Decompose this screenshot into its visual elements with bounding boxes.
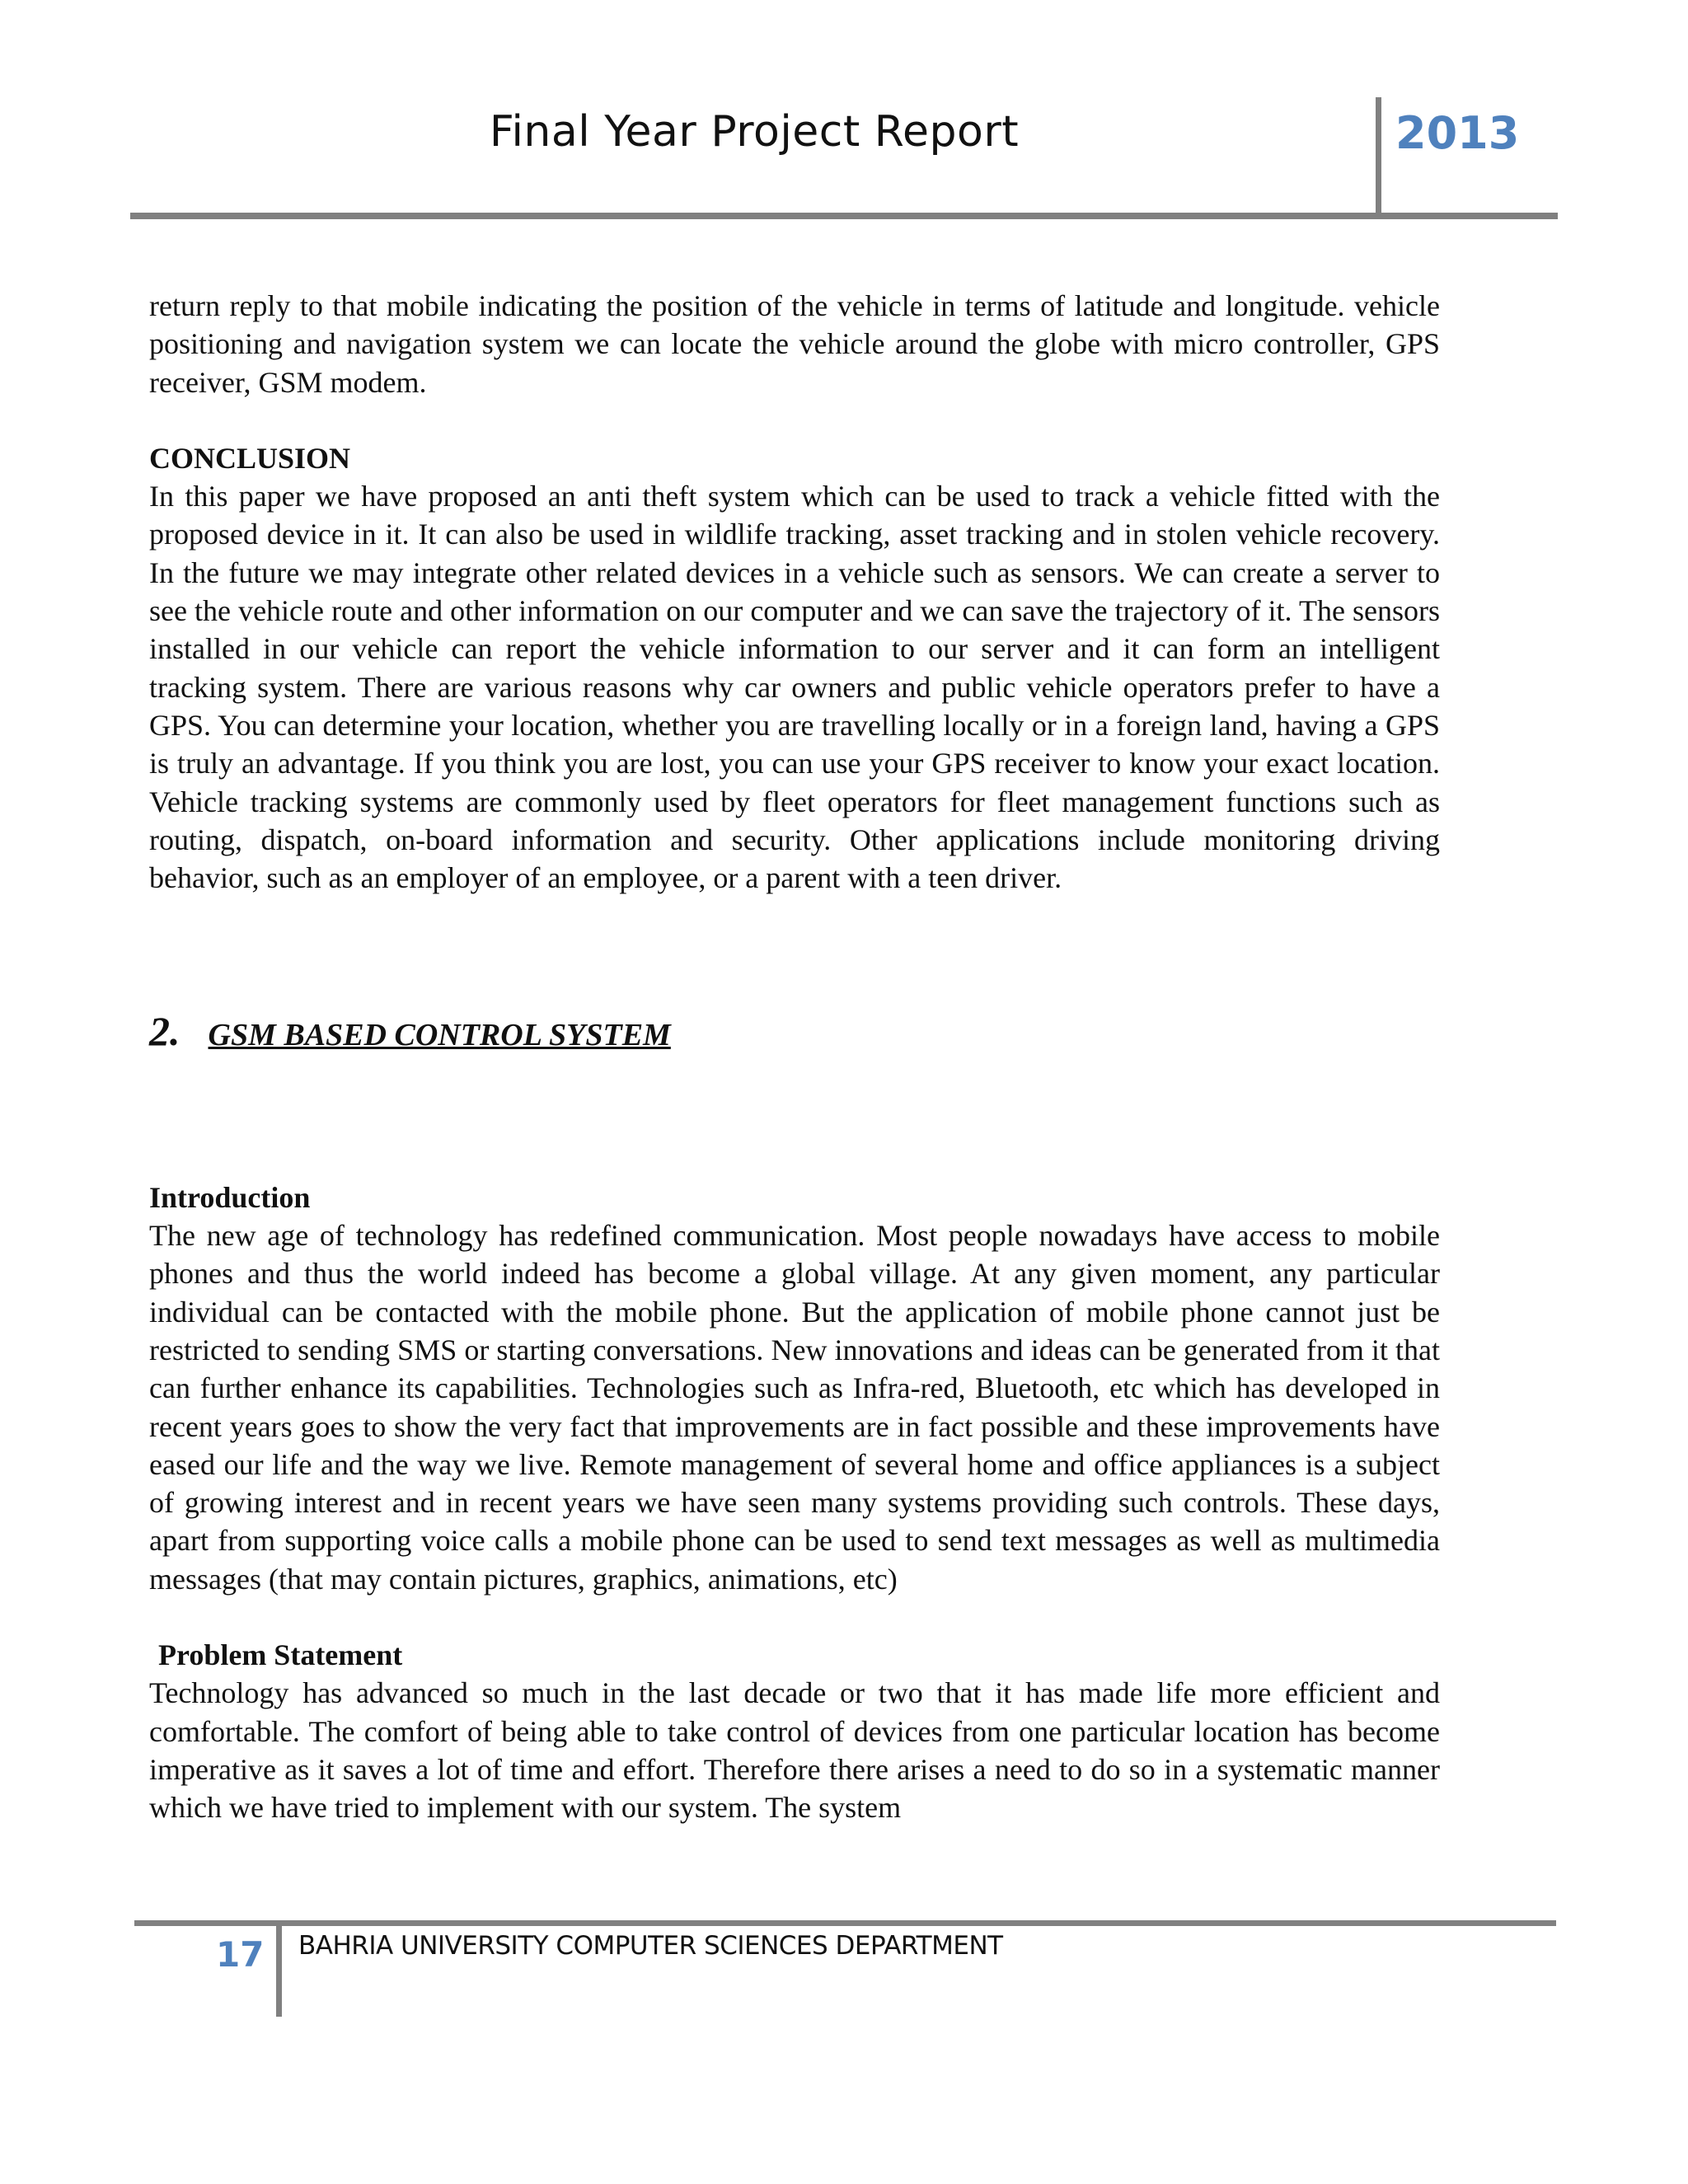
footer-vertical-divider	[276, 1920, 282, 2017]
report-year: 2013	[1395, 107, 1520, 159]
report-title: Final Year Project Report	[489, 107, 1020, 157]
spacer	[149, 1055, 1440, 1179]
introduction-paragraph: The new age of technology has redefined communication. Most people nowadays have access to mobile phones and thus the world indeed has become a global village. At any given moment, any particular individual can be contacted with the mobile phone. But the application of mobile phone cannot just be restricted to sending SMS or starting conversations. New innovations and ideas can be generated from it that can further enhance its capabilities. Technologies such as Infra-red, Bluetooth, etc which has developed in recent years goes to show the very fact that improvements are in fact possible and these improvements have eased our life and the way we live. Remote management of several home and office appliances is a subject of growing interest and in recent years we have seen many systems providing such controls. These days, apart from supporting voice calls a mobile phone can be used to send text messages as well as multimedia messages (that may contain pictures, graphics, animations, etc)	[149, 1219, 1440, 1596]
problem-statement-paragraph: Technology has advanced so much in the last decade or two that it has made life more efficient and comfortable. The comfort of being able to take control of devices from one particular location has become imperative as it saves a lot of time and effort. Therefore there arises a need to do so in a systematic manner which we have tried to implement with our system. The system	[149, 1676, 1440, 1825]
page-body	[149, 287, 1440, 1827]
header-divider	[130, 213, 1558, 219]
section-title: GSM BASED CONTROL SYSTEM	[208, 1018, 671, 1053]
section-number: 2.	[149, 1008, 181, 1055]
page-number: 17	[216, 1934, 265, 1975]
intro-paragraph: return reply to that mobile indicating the position of the vehicle in terms of latitude and longitude. vehicle positioning and navigation system we can locate the vehicle around the globe with micro controller, GPS receiver, GSM modem.	[149, 289, 1440, 399]
spacer	[149, 1598, 1440, 1636]
footer-department: BAHRIA UNIVERSITY COMPUTER SCIENCES DEPARTMENT	[298, 1931, 1003, 1961]
section-heading	[149, 1008, 1440, 1055]
header-vertical-divider	[1376, 97, 1381, 219]
problem-statement-heading: Problem Statement	[158, 1638, 403, 1672]
spacer	[149, 401, 1440, 439]
conclusion-paragraph: In this paper we have proposed an anti theft system which can be used to track a vehicle fitted with the proposed device in it. It can also be used in wildlife tracking, asset tracking and in stolen vehicle recovery. In the future we may integrate other related devices in a vehicle such as sensors. We can create a server to see the vehicle route and other information on our computer and we can save the trajectory of it. The sensors installed in our vehicle can report the vehicle information to our server and it can form an intelligent tracking system. There are various reasons why car owners and public vehicle operators prefer to have a GPS. You can determine your location, whether you are travelling locally or in a foreign land, having a GPS is truly an advantage. If you think you are lost, you can use your GPS receiver to know your exact location. Vehicle tracking systems are commonly used by fleet operators for fleet management functions such as routing, dispatch, on-board information and security. Other applications include monitoring driving behavior, such as an employer of an employee, or a parent with a teen driver.	[149, 480, 1440, 895]
introduction-heading: Introduction	[149, 1180, 311, 1214]
conclusion-heading: CONCLUSION	[149, 441, 351, 475]
footer-divider	[134, 1920, 1556, 1926]
spacer	[149, 897, 1440, 1012]
